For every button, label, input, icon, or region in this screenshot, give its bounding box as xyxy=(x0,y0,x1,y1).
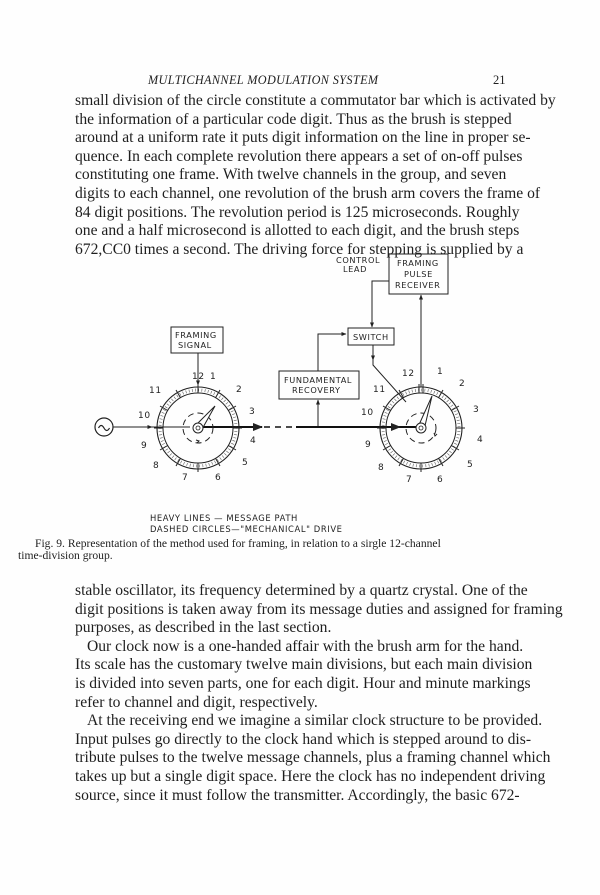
clock-label-4: 4 xyxy=(477,435,484,445)
figure-9 xyxy=(0,250,600,540)
clock-label-11: 11 xyxy=(373,385,386,395)
clock-label-4: 4 xyxy=(250,436,257,446)
text-line: purposes, as described in the last section. xyxy=(75,619,332,637)
clock-label-10: 10 xyxy=(361,408,374,418)
legend-dashed-circles: DASHED CIRCLES—"MECHANICAL" DRIVE xyxy=(150,524,343,534)
framing-signal-label: FRAMING xyxy=(175,330,217,340)
clock-label-11: 11 xyxy=(149,386,162,396)
page-number: 21 xyxy=(493,73,506,87)
page-header xyxy=(0,73,600,93)
paragraph-top xyxy=(75,92,556,259)
caption-line: Fig. 9. Representation of the method used for framing, in relation to a sirgle 12-channel xyxy=(35,537,441,550)
text-line: Its scale has the customary twelve main divisions, but each main division xyxy=(75,656,533,674)
clock-label-2: 2 xyxy=(459,379,466,389)
clock-label-9: 9 xyxy=(141,441,148,451)
figure-caption xyxy=(18,538,578,562)
clock-label-12: 12 xyxy=(402,369,415,379)
framing-pulse-receiver-label: RECEIVER xyxy=(395,280,441,290)
text-line: digit positions is taken away from its message duties and assigned for framing xyxy=(75,600,563,618)
clock-label-6: 6 xyxy=(215,473,222,483)
running-title: MULTICHANNEL MODULATION SYSTEM xyxy=(148,73,379,87)
text-line: source, since it must follow the transmitter. Accordingly, the basic 672- xyxy=(75,786,520,804)
fundamental-recovery-label: RECOVERY xyxy=(292,385,341,395)
clock-label-12: 12 xyxy=(192,372,205,382)
control-lead-label: CONTROL xyxy=(336,255,381,265)
control-lead-label: LEAD xyxy=(343,264,368,274)
text-line: 672,CC0 times a second. The driving force for stepping is supplied by a xyxy=(75,240,524,258)
paragraph-bottom xyxy=(75,582,563,805)
text-line: quence. In each complete revolution there appears a set of on-off pulses xyxy=(75,147,523,165)
framing-diagram xyxy=(0,250,600,540)
clock-label-3: 3 xyxy=(473,405,480,415)
clock-label-1: 1 xyxy=(437,367,444,377)
text-line: around at a uniform rate it puts digit information on the line in proper se- xyxy=(75,129,531,147)
switch-label: SWITCH xyxy=(353,332,389,342)
clock-label-10: 10 xyxy=(138,411,151,421)
fundamental-recovery-label: FUNDAMENTAL xyxy=(284,375,353,385)
clock-label-5: 5 xyxy=(242,458,249,468)
text-line: refer to channel and digit, respectively. xyxy=(75,693,318,711)
text-line: tribute pulses to the twelve message channels, plus a framing channel which xyxy=(75,749,551,767)
framing-signal-label: SIGNAL xyxy=(178,340,212,350)
legend-heavy-lines: HEAVY LINES — MESSAGE PATH xyxy=(150,513,298,523)
text-line: Input pulses go directly to the clock hand which is stepped around to dis- xyxy=(75,730,532,748)
framing-pulse-receiver-label: PULSE xyxy=(404,269,433,279)
text-line: small division of the circle constitute a commutator bar which is activated by xyxy=(75,92,556,109)
text-line: takes up but a single digit space. Here the clock has no independent driving xyxy=(75,767,546,785)
text-line: digits to each channel, one revolution of the brush arm covers the frame of xyxy=(75,184,541,202)
text-line: 84 digit positions. The revolution period is 125 microseconds. Roughly xyxy=(75,203,520,221)
text-line: Our clock now is a one-handed affair with the brush arm for the hand. xyxy=(87,637,524,655)
text-line: is divided into seven parts, one for each digit. Hour and minute markings xyxy=(75,674,531,692)
clock-label-1: 1 xyxy=(210,372,217,382)
clock-label-8: 8 xyxy=(378,463,385,473)
clock-label-7: 7 xyxy=(406,475,413,485)
text-line: the information of a particular code digit. Thus as the brush is stepped xyxy=(75,110,512,128)
clock-label-8: 8 xyxy=(153,461,160,471)
control-lead-line xyxy=(372,281,389,327)
clock-label-6: 6 xyxy=(437,475,444,485)
framing-pulse-receiver-label: FRAMING xyxy=(397,258,439,268)
clock-label-9: 9 xyxy=(365,440,372,450)
text-line: one and a half microsecond is allotted to each digit, and the brush steps xyxy=(75,222,520,240)
clock-label-7: 7 xyxy=(182,473,189,483)
text-line: constituting one frame. With twelve channels in the group, and seven xyxy=(75,166,507,184)
clock-label-3: 3 xyxy=(249,407,256,417)
caption-line: time-division group. xyxy=(18,548,113,562)
clock-label-5: 5 xyxy=(467,460,474,470)
clock-label-2: 2 xyxy=(236,385,243,395)
text-line: At the receiving end we imagine a similar clock structure to be provided. xyxy=(87,712,543,730)
text-line: stable oscillator, its frequency determined by a quartz crystal. One of the xyxy=(75,582,528,599)
